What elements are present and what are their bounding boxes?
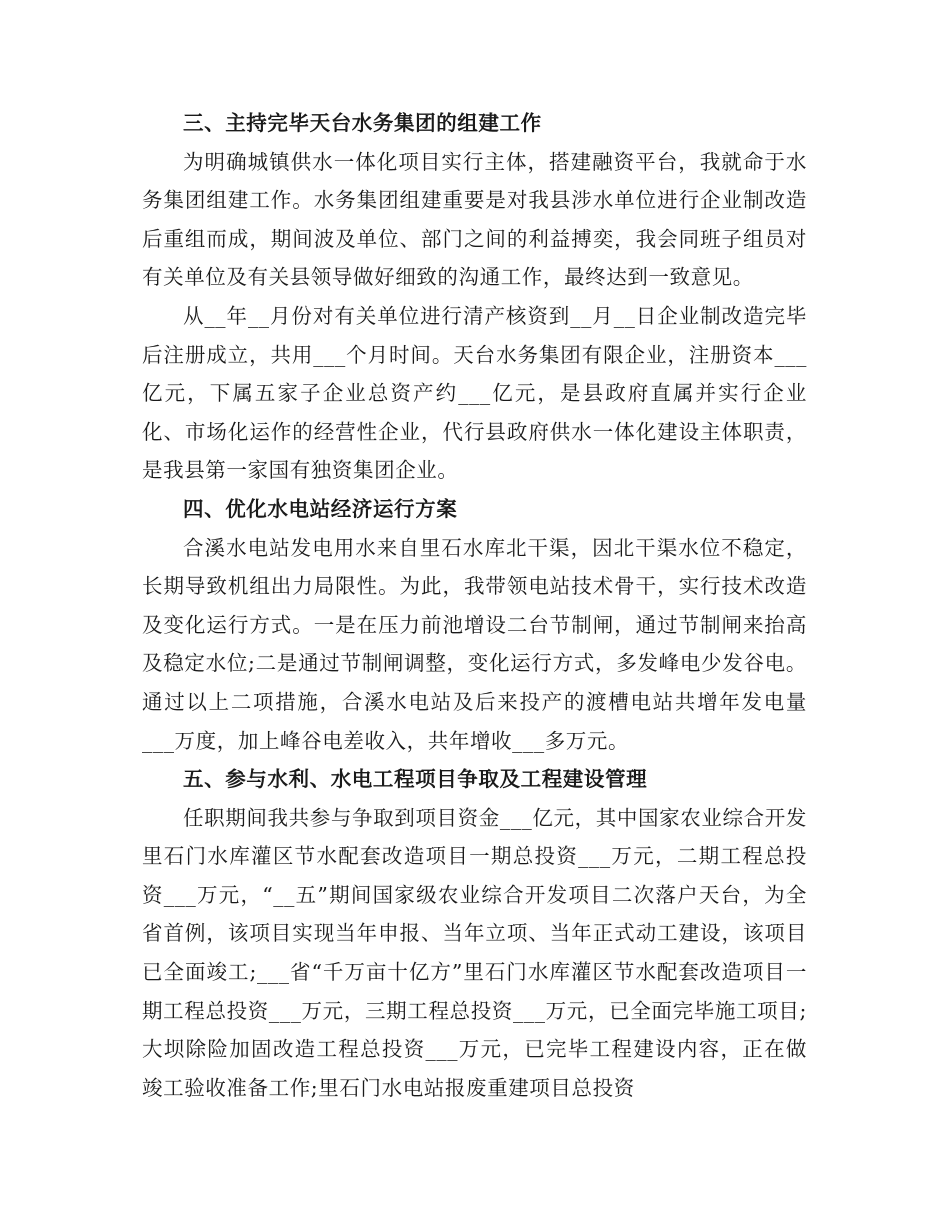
section-heading: 五、参与水利、水电工程项目争取及工程建设管理 — [183, 767, 648, 792]
section-4 — [142, 490, 807, 760]
document-page — [142, 104, 807, 1107]
section-heading: 四、优化水电站经济运行方案 — [183, 496, 458, 521]
paragraph: 任职期间我共参与争取到项目资金___亿元，其中国家农业综合开发里石门水库灌区节水配套改造项目一期总投资___万元，二期工程总投资___万元，“__五”期间国家级农业综合开发项目二次落户天台，为全省首例，该项目实现当年申报、当年立项、当年正式动工建设，该项目已全面竣工;___省“千万亩十亿方”里石门水库灌区节水配套改造项目一期工程总投资___万元，三期工程总投资___万元，已全面完毕施工项目;大坝除险加固改造工程总投资___万元，已完毕工程建设内容，正在做竣工验收准备工作;里石门水电站报废重建项目总投资 — [142, 805, 807, 1100]
paragraph: 从__年__月份对有关单位进行清产核资到__月__日企业制改造完毕后注册成立，共用___个月时间。天台水务集团有限企业，注册资本___亿元，下属五家子企业总资产约___亿元，是县政府直属并实行企业化、市场化运作的经营性企业，代行县政府供水一体化建设主体职责，是我县第一家国有独资集团企业。 — [142, 303, 807, 483]
paragraph: 为明确城镇供水一体化项目实行主体，搭建融资平台，我就命于水务集团组建工作。水务集团组建重要是对我县涉水单位进行企业制改造后重组而成，期间波及单位、部门之间的利益搏奕，我会同班子组员对有关单位及有关县领导做好细致的沟通工作，最终达到一致意见。 — [142, 149, 807, 290]
section-heading: 三、主持完毕天台水务集团的组建工作 — [183, 111, 542, 135]
paragraph: 合溪水电站发电用水来自里石水库北干渠，因北干渠水位不稳定，长期导致机组出力局限性。为此，我带领电站技术骨干，实行技术改造及变化运行方式。一是在压力前池增设二台节制闸，通过节制闸来抬高及稳定水位;二是通过节制闸调整，变化运行方式，多发峰电少发谷电。通过以上二项措施，合溪水电站及后来投产的渡槽电站共增年发电量___万度，加上峰谷电差收入，共年增收___多万元。 — [142, 535, 807, 753]
section-3 — [142, 104, 807, 490]
section-5 — [142, 760, 807, 1107]
